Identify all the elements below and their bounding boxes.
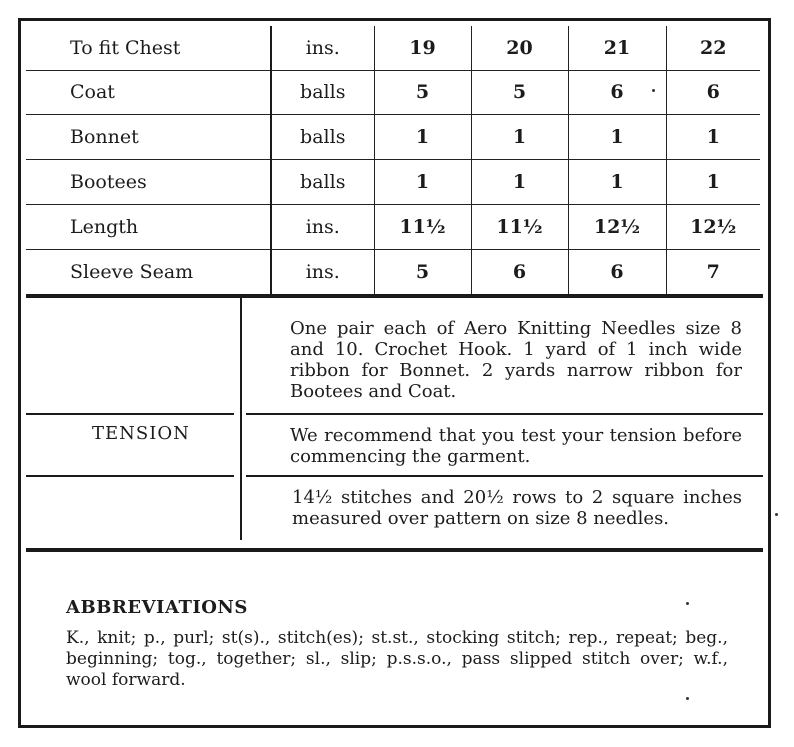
row-value: 6 xyxy=(471,250,568,294)
row-label: Coat xyxy=(26,70,271,115)
row-unit: ins. xyxy=(271,250,374,294)
header-label: To fit Chest xyxy=(26,26,271,70)
row-value: 11½ xyxy=(471,205,568,250)
row-unit: balls xyxy=(271,160,374,205)
row-value: 5 xyxy=(471,70,568,115)
row-value: 1 xyxy=(374,115,471,160)
row-value: 5 xyxy=(374,250,471,294)
row-divider xyxy=(246,475,763,477)
row-value: 12½ xyxy=(666,205,760,250)
tension-label: TENSION xyxy=(92,423,190,444)
requirements-column-divider xyxy=(240,298,242,540)
row-label: Sleeve Seam xyxy=(26,250,271,294)
row-label: Bootees xyxy=(26,160,271,205)
row-value: 1 xyxy=(568,160,666,205)
tension-gauge: 14½ stitches and 20½ rows to 2 square inches measured over pattern on size 8 needles. xyxy=(292,487,742,529)
row-value: 1 xyxy=(471,160,568,205)
row-label: Length xyxy=(26,205,271,250)
row-value: 1 xyxy=(374,160,471,205)
row-divider xyxy=(26,475,234,477)
row-divider xyxy=(246,413,763,415)
size-21: 21 xyxy=(568,26,666,70)
sizes-table xyxy=(26,26,760,294)
row-value: 12½ xyxy=(568,205,666,250)
print-speck xyxy=(686,697,689,700)
abbreviations-text: K., knit; p., purl; st(s)., stitch(es); st.st., stocking stitch; rep., repeat; beg., beginning; tog., together; sl., slip; p.s.s.o., pass slipped stitch over; w.f., wool forward. xyxy=(66,628,728,690)
table-row xyxy=(26,115,760,160)
row-divider xyxy=(26,413,234,415)
table-row xyxy=(26,250,760,294)
row-value: 6 xyxy=(568,70,666,115)
row-value: 6 xyxy=(666,70,760,115)
row-value: 6 xyxy=(568,250,666,294)
section-divider xyxy=(26,294,763,298)
row-label: Bonnet xyxy=(26,115,271,160)
size-19: 19 xyxy=(374,26,471,70)
row-value: 1 xyxy=(568,115,666,160)
row-unit: balls xyxy=(271,115,374,160)
size-22: 22 xyxy=(666,26,760,70)
section-divider xyxy=(26,548,763,552)
abbreviations-title: ABBREVIATIONS xyxy=(66,597,248,618)
row-value: 11½ xyxy=(374,205,471,250)
needles-text: One pair each of Aero Knitting Needles size 8 and 10. Crochet Hook. 1 yard of 1 inch wide ribbon for Bonnet. 2 yards narrow ribbon for Bootees and Coat. xyxy=(290,318,742,402)
table-row xyxy=(26,160,760,205)
header-unit: ins. xyxy=(271,26,374,70)
table-row xyxy=(26,205,760,250)
size-20: 20 xyxy=(471,26,568,70)
print-speck xyxy=(686,602,689,605)
row-unit: balls xyxy=(271,70,374,115)
table-header-row xyxy=(26,26,760,70)
tension-note: We recommend that you test your tension before commencing the garment. xyxy=(290,425,742,467)
print-speck xyxy=(775,513,778,516)
row-value: 1 xyxy=(666,160,760,205)
table-row xyxy=(26,70,760,115)
row-unit: ins. xyxy=(271,205,374,250)
row-value: 7 xyxy=(666,250,760,294)
row-value: 5 xyxy=(374,70,471,115)
row-value: 1 xyxy=(471,115,568,160)
print-speck xyxy=(652,89,655,92)
row-value: 1 xyxy=(666,115,760,160)
